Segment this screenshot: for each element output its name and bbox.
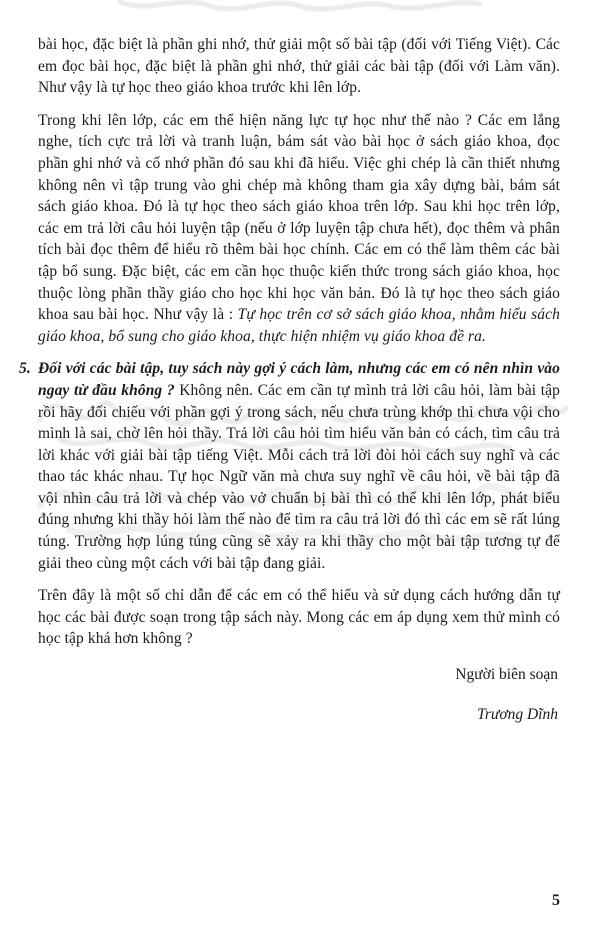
paragraph-text: bài học, đặc biệt là phần ghi nhớ, thử giải một số bài tập (đối với Tiếng Việt). Các em đọc bài học, đặc biệt là phần ghi nhớ, thử giải các bài tập (đối với Làm văn). Như vậy là tự học theo giáo khoa trước khi lên lớp. [38, 36, 560, 97]
item-question: Đối với các bài tập, tuy sách này gợi ý cách làm, nhưng các em có nên nhìn vào ngay từ đầu không ? [38, 360, 560, 399]
paragraph-italic-quote: Tự học trên cơ sở sách giáo khoa, nhằm hiểu sách giáo khoa, bổ sung cho giáo khoa, thực hiện nhiệm vụ giáo khoa đề ra. [38, 306, 560, 345]
paragraph-closing [38, 585, 560, 650]
paragraph-in-class-selfstudy [38, 110, 560, 348]
paragraph-text: Trong khi lên lớp, các em thể hiện năng lực tự học như thế nào ? Các em lắng nghe, tích cực trả lời và tranh luận, bám sát vào bài học ở sách giáo khoa, đọc phần ghi nhớ và cố nhớ phần đó sau khi đã hiểu. Việc ghi chép là cần thiết nhưng không nên vì tập trung vào ghi chép mà không tham gia xây dựng bài, bám sát sách giáo khoa. Đó là tự học theo sách giáo khoa trên lớp. Sau khi học trên lớp, các em trả lời câu hỏi luyện tập (nếu ở lớp luyện tập chưa hết), đọc thêm và phân tích bài đọc thêm để hiểu rõ thêm bài học chính. Các em có thể làm thêm các bài tập bổ sung. Đặc biệt, các em cần học thuộc kiến thức trong sách giáo khoa, học thuộc lòng phần thầy giáo cho học khi học văn bản. Đó là tự học theo sách giáo khoa sau bài học. Như vậy là : [38, 111, 560, 324]
signature-block [38, 664, 560, 725]
paragraph-text: Trên đây là một số chỉ dẫn để các em có thể hiểu và sử dụng cách hướng dẫn tự học các bài được soạn trong tập sách này. Mong các em áp dụng xem thử mình có học tập khá hơn không ? [38, 587, 560, 648]
page-content [19, 34, 560, 725]
paragraph-item-5 [19, 358, 560, 574]
signature-author-name: Trương Dĩnh [477, 705, 558, 723]
item-answer-text: Không nên. Các em cần tự mình trả lời câu hỏi, làm bài tập rồi hãy đối chiếu với phần gợi ý trong sách, nếu chưa trùng khớp thì chưa vội cho mình là sai, chờ lên hỏi thầy. Trả lời câu hỏi tìm hiểu văn bản có cách, tìm câu trả lời khác với giải bài tập tiếng Việt. Mỗi cách trả lời đòi hỏi cách suy nghĩ và các thao tác khác nhau. Tự học Ngữ văn mà chưa suy nghĩ về câu hỏi, về bài tập đã vội nhìn câu trả lời và chép vào vở chuẩn bị bài thì có thể khi lên lớp, phát biểu đúng nhưng khi thầy hỏi làm thế nào để tìm ra câu trả lời đó thì các em sẽ rất lúng túng. Trường hợp lúng túng cũng sẽ xảy ra khi thầy cho một bài tập tương tự để giải theo cùng một cách với bài tập đang giải. [38, 381, 560, 572]
page-number: 5 [552, 892, 560, 909]
item-number: 5. [19, 360, 31, 378]
signature-role: Người biên soạn [455, 666, 558, 684]
paragraph-continuation [38, 34, 560, 99]
